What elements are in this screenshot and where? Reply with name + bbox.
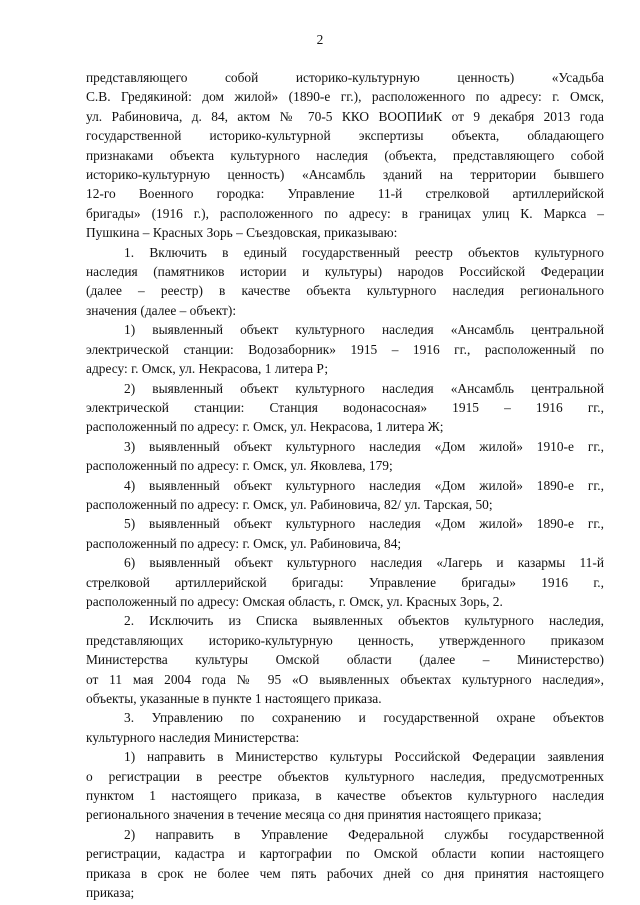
text-line: 2. Исключить из Списка выявленных объектов культурного наследия, [124,613,604,629]
text-line: 12-го Военного городка: Управление 11-й стрелковой артиллерийской [86,186,604,202]
text-line: С.В. Гредякиной: дом жилой» (1890-е гг.), расположенного по адресу: г. Омск, [86,89,604,105]
document-body [86,68,604,902]
text-line: расположенный по адресу: г. Омск, ул. Некрасова, 1 литера Ж; [86,419,444,435]
text-line: адресу: г. Омск, ул. Некрасова, 1 литера Р; [86,361,329,377]
text-line: наследия (памятников истории и культуры) народов Российской Федерации [86,264,604,280]
text-line: расположенный по адресу: г. Омск, ул. Рабиновича, 82/ ул. Тарская, 50; [86,496,493,512]
paragraph [86,514,604,553]
text-line: расположенный по адресу: г. Омск, ул. Яковлева, 179; [86,458,393,474]
text-line: ул. Рабиновича, д. 84, актом № 70-5 ККО ВООПИиК от 9 декабря 2013 года [86,108,604,124]
text-line: бригады» (1916 г.), расположенного по адресу: в границах улиц К. Маркса – [86,205,604,221]
text-line: расположенный по адресу: г. Омск, ул. Рабиновича, 84; [86,535,402,551]
text-line: 3. Управлению по сохранению и государственной охране объектов [124,710,604,726]
text-line: значения (далее – объект): [86,302,237,318]
text-line: приказа; [86,885,135,901]
text-line: 1) направить в Министерство культуры Российской Федерации заявления [124,749,604,765]
text-line: историко-культурную ценность) «Ансамбль зданий на территории бывшего [86,167,604,183]
text-line: признаками объекта культурного наследия (объекта, представляющего собой [86,147,604,163]
paragraph [86,437,604,476]
text-line: стрелковой артиллерийской бригады: Управление бригады» 1916 г., [86,574,604,590]
text-line: 1. Включить в единый государственный реестр объектов культурного [124,244,604,260]
paragraph [86,611,604,708]
paragraph [86,476,604,515]
text-line: 2) выявленный объект культурного наследия «Ансамбль центральной [124,380,604,396]
text-line: 2) направить в Управление Федеральной службы государственной [124,826,604,842]
text-line: регистрации, кадастра и картографии по Омской области копии настоящего [86,846,604,862]
text-line: представляющих историко-культурную ценность, утвержденного приказом [86,632,604,648]
text-line: представляющего собой историко-культурную ценность) «Усадьба [86,70,604,85]
text-line: объекты, указанные в пункте 1 настоящего приказа. [86,691,382,706]
paragraph [86,825,604,903]
text-line: 4) выявленный объект культурного наследия «Дом жилой» 1890-е гг., [124,477,604,493]
text-line: пунктом 1 настоящего приказа, в качестве объектов культурного наследия [86,788,604,804]
text-line: 3) выявленный объект культурного наследия «Дом жилой» 1910-е гг., [124,438,604,454]
text-line: расположенный по адресу: Омская область, г. Омск, ул. Красных Зорь, 2. [86,593,503,609]
paragraph [86,243,604,321]
text-line: Министерства культуры Омской области (далее – Министерство) [86,652,604,668]
paragraph [86,747,604,825]
text-line: электрической станции: Водозаборник» 1915 – 1916 гг., расположенный по [86,341,604,357]
text-line: 1) выявленный объект культурного наследия «Ансамбль центральной [124,322,604,338]
text-line: регионального значения в течение месяца со дня принятия настоящего приказа; [86,807,542,823]
text-line: электрической станции: Станция водонасосная» 1915 – 1916 гг., [86,399,604,415]
text-line: 6) выявленный объект культурного наследия «Лагерь и казармы 11-й [124,555,604,571]
text-line: культурного наследия Министерства: [86,729,300,745]
text-line: о регистрации в реестре объектов культурного наследия, предусмотренных [86,768,604,784]
paragraph [86,320,604,378]
text-line: Пушкина – Красных Зорь – Съездовская, приказываю: [86,225,398,241]
text-line: 5) выявленный объект культурного наследия «Дом жилой» 1890-е гг., [124,516,604,532]
paragraph [86,68,604,243]
paragraph [86,708,604,747]
text-line: приказа в срок не более чем пять рабочих дней со дня принятия настоящего [86,865,604,881]
text-line: от 11 мая 2004 года № 95 «О выявленных объектах культурного наследия», [86,671,604,687]
page-number: 2 [316,32,324,47]
text-line: государственной историко-культурной экспертизы объекта, обладающего [86,128,604,144]
text-line: (далее – реестр) в качестве объекта культурного наследия регионального [86,283,604,299]
paragraph [86,379,604,437]
paragraph [86,553,604,611]
